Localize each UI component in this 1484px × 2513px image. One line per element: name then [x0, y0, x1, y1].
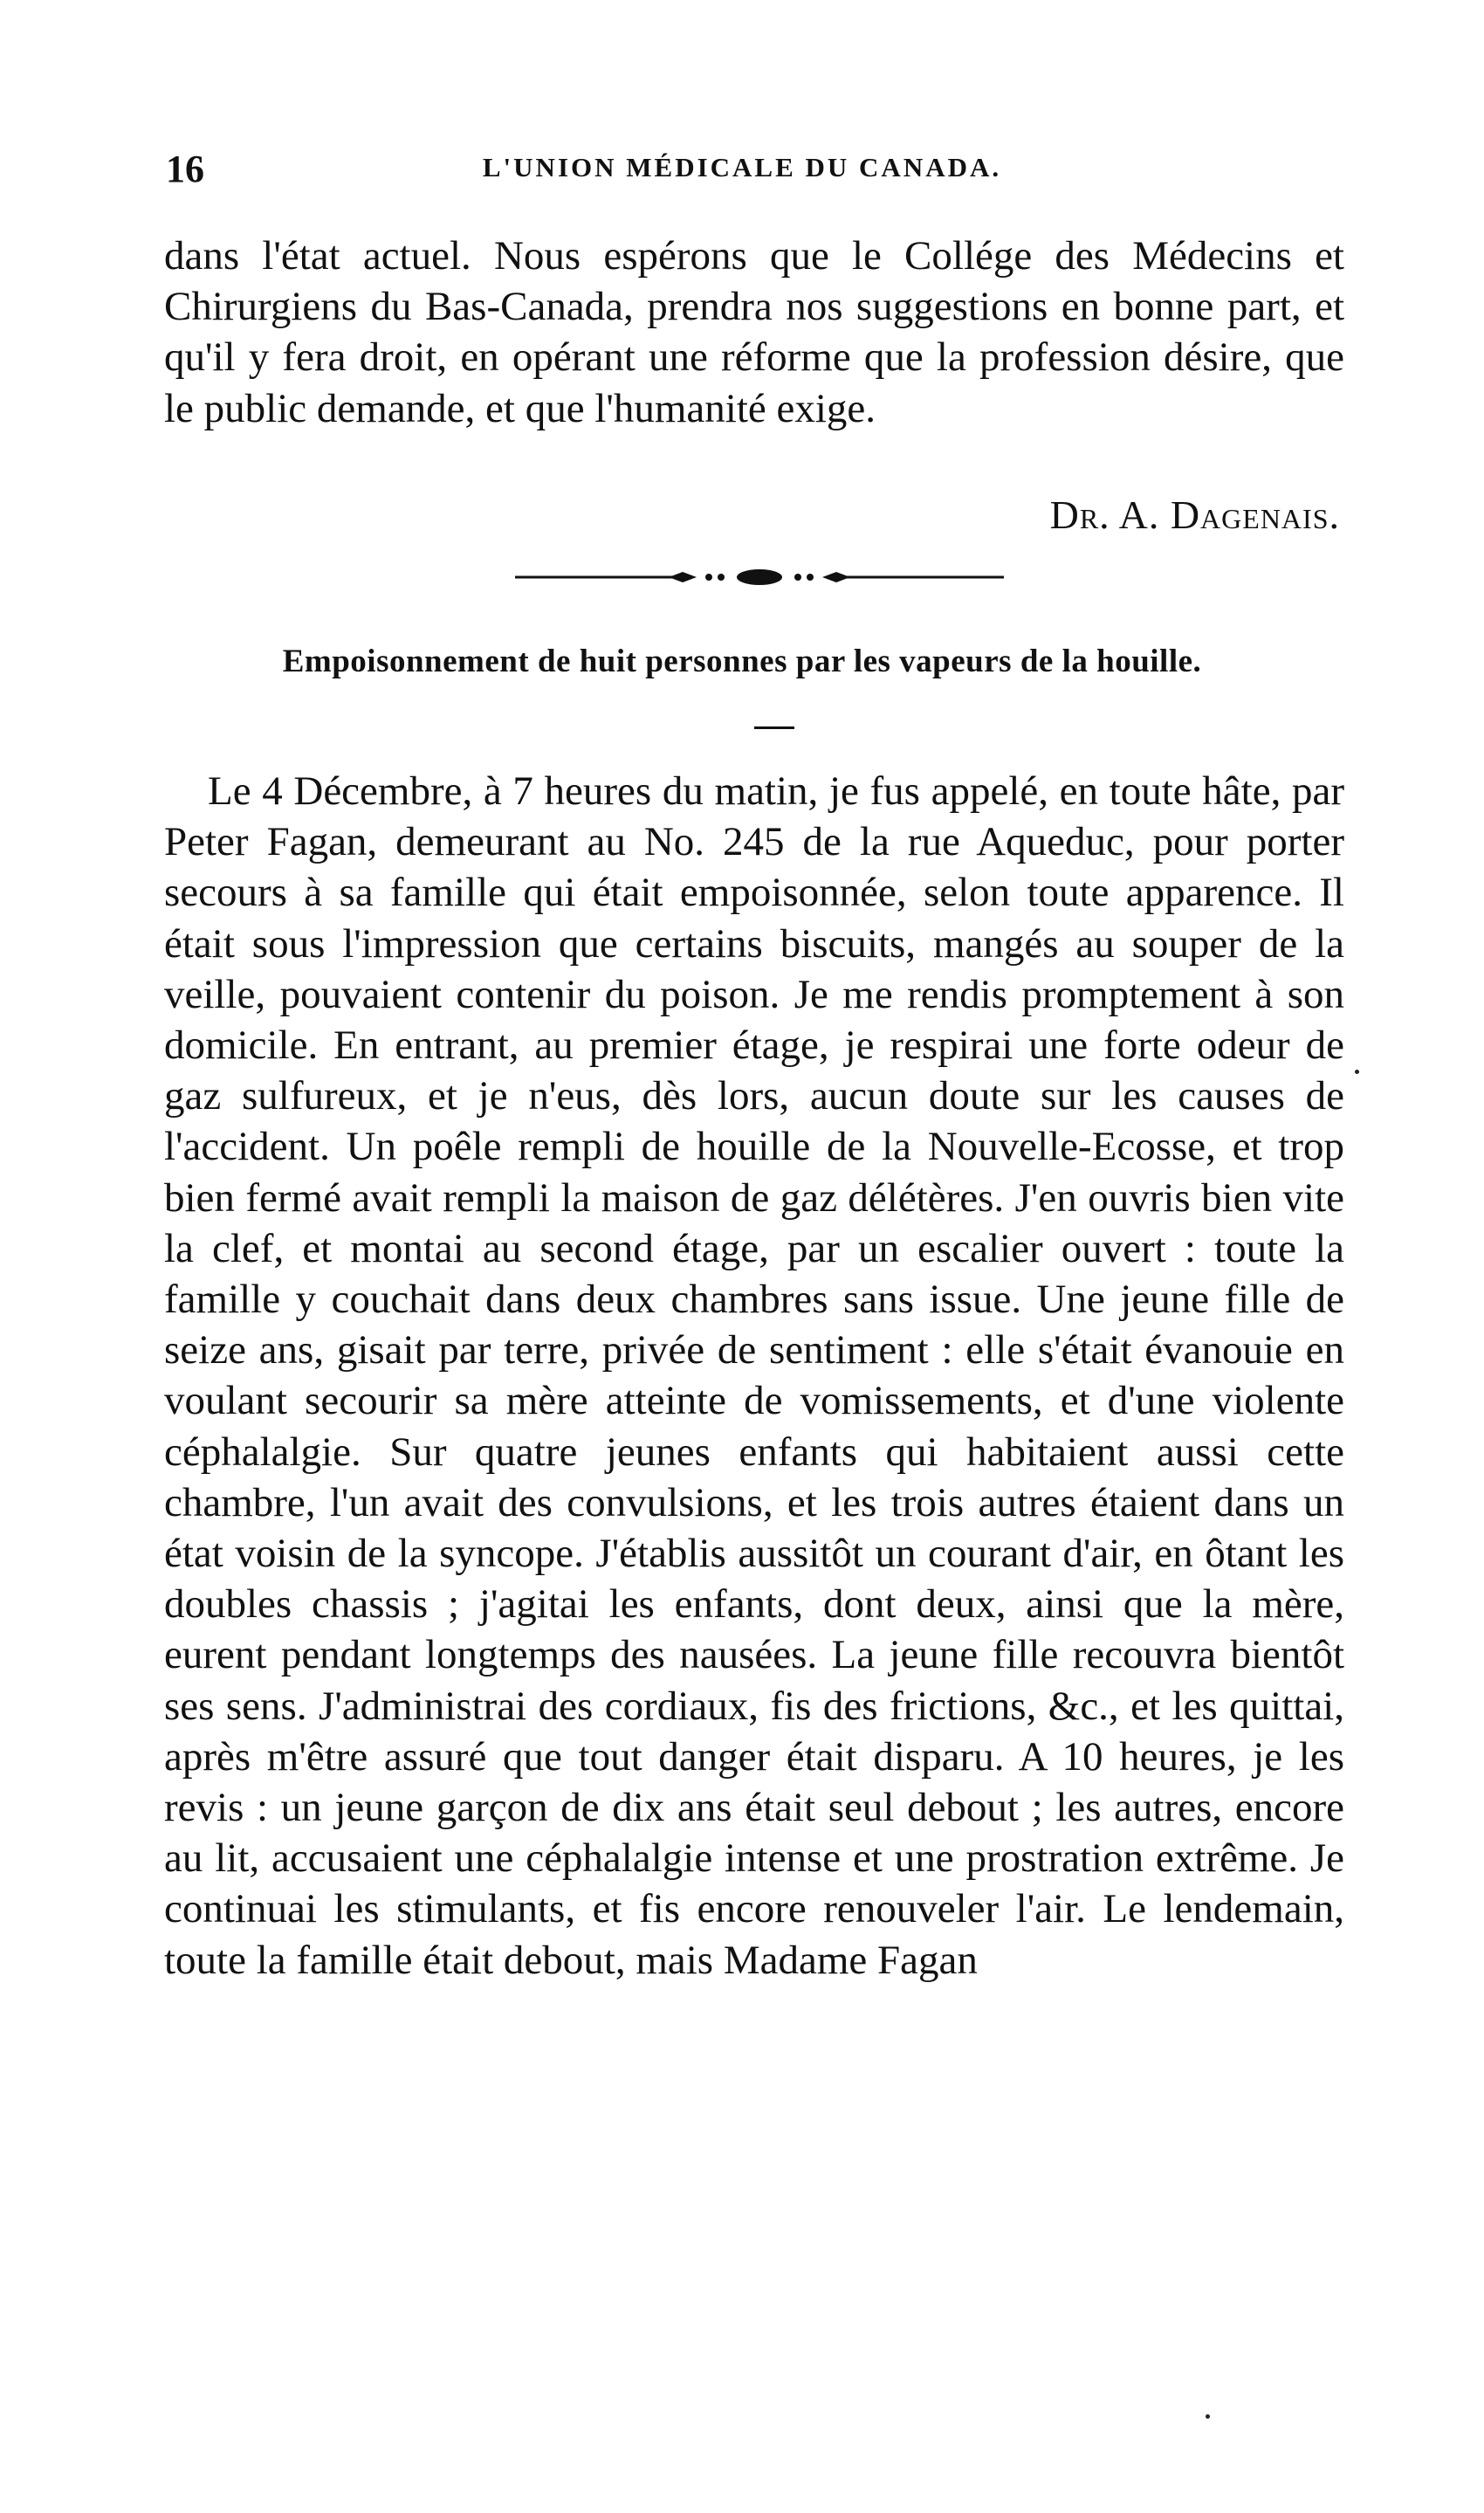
title-underline-dash [754, 726, 794, 729]
intro-paragraph: dans l'état actuel. Nous espérons que le Collége des Médecins et Chirurgiens du Bas-Canada, prendra nos suggestions en bonne part, et qu'il y fera droit, en opérant une réforme que la profession désire, que le public demande, et que l'humanité exige. [164, 233, 1344, 431]
section-divider-ornament [515, 564, 1004, 590]
journal-title: L'UNION MÉDICALE DU CANADA. [482, 152, 1002, 182]
print-speck [1355, 1070, 1359, 1074]
article-title: Empoisonnement de huit personnes par les vapeurs de la houille. [282, 644, 1202, 679]
page-number: 16 [166, 148, 204, 190]
print-speck [1206, 2414, 1210, 2419]
running-header [166, 147, 1318, 208]
article-body: Le 4 Décembre, à 7 heures du matin, je fus appelé, en toute hâte, par Peter Fagan, demeurant au No. 245 de la rue Aqueduc, pour porter secours à sa famille qui était empoisonnée, selon toute apparence. Il était sous l'impression que certains biscuits, mangés au souper de la veille, pouvaient contenir du poison. Je me rendis promptement à son domicile. En entrant, au premier étage, je respirai une forte odeur de gaz sulfureux, et je n'eus, dès lors, aucun doute sur les causes de l'accident. Un poêle rempli de houille de la Nouvelle-Ecosse, et trop bien fermé avait rempli la maison de gaz délétères. J'en ouvris bien vite la clef, et montai au second étage, par un escalier ouvert : toute la famille y couchait dans deux chambres sans issue. Une jeune fille de seize ans, gisait par terre, privée de sentiment : elle s'était évanouie en voulant secourir sa mère atteinte de vomissements, et d'une violente céphalalgie. Sur quatre jeunes enfants qui habitaient aussi cette chambre, l'un avait des convulsions, et les trois autres étaient dans un état voisin de la syncope. J'établis aussitôt un courant d'air, en ôtant les doubles chassis ; j'agitai les enfants, dont deux, ainsi que la mère, eurent pendant longtemps des nausées. La jeune fille recouvra bientôt ses sens. J'administrai des cordiaux, fis des frictions, &c., et les quittai, après m'être assuré que tout danger était disparu. A 10 heures, je les revis : un jeune garçon de dix ans était seul debout ; les autres, encore au lit, accusaient une céphalalgie intense et une prostration extrême. Je continuai les stimulants, et fis encore renouveler l'air. Le lendemain, toute la famille était debout, mais Madame Fagan [164, 768, 1344, 1983]
author-signature: Dr. A. Dagenais. [1049, 492, 1340, 537]
